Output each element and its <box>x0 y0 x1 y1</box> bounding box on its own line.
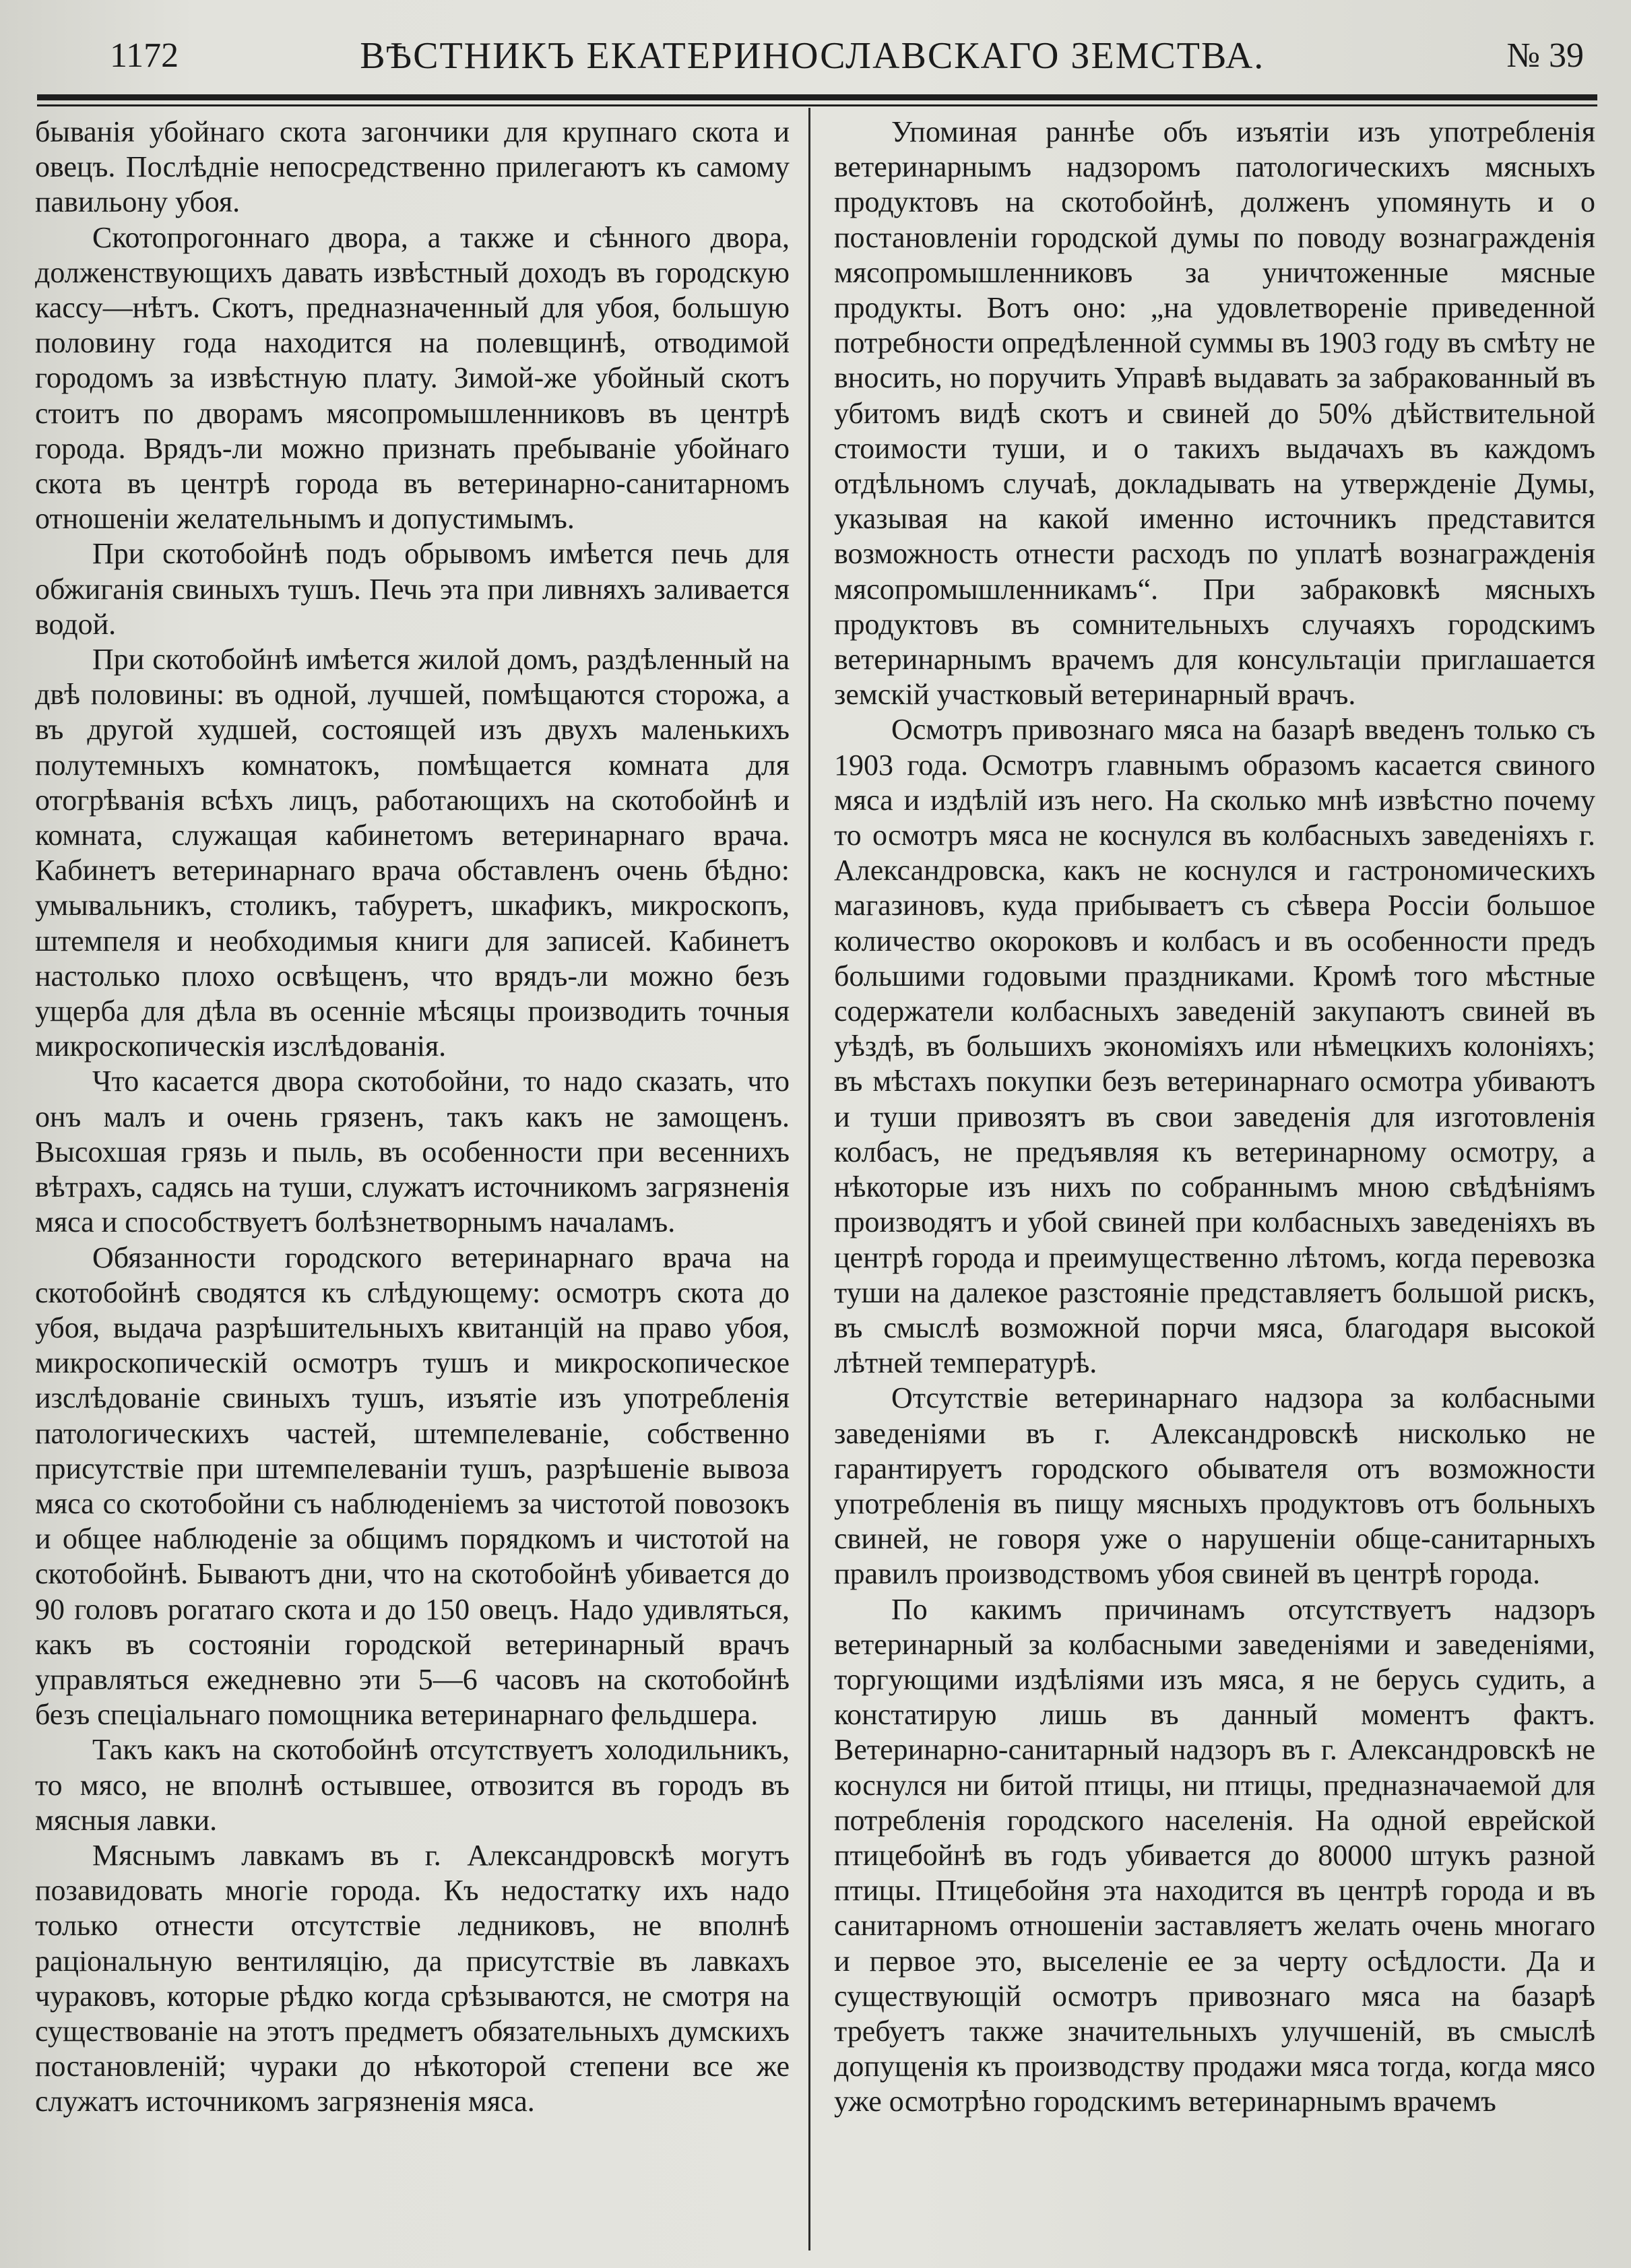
paragraph: Обязанности городского ветеринарнаго врача на скотобойнѣ сводятся къ слѣдующему: осмотръ скота до убоя, выдача разрѣшительныхъ квитанцій на право убоя, микроскопическій осмотръ тушъ и микроскопическое изслѣдованіе свиныхъ тушъ, изъятіе изъ употребленія патологическихъ частей, штемпелеваніе, собственно присутствіе при штемпелеваніи тушъ, разрѣшеніе вывоза мяса со скотобойни съ наблюденіемъ за чистотой повозокъ и общее наблюденіе за общимъ порядкомъ и чистотой на скотобойнѣ. Бываютъ дни, что на скотобойнѣ убивается до 90 головъ рогатаго скота и до 150 овецъ. Надо удивляться, какъ въ состояніи городской ветеринарный врачъ управляться ежедневно эти 5—6 часовъ на скотобойнѣ безъ спеціальнаго помощника ветеринарнаго фельдшера. <box>35 1240 790 1732</box>
paragraph: быванія убойнаго скота загончики для крупнаго скота и овецъ. Послѣдніе непосредственно прилегаютъ къ самому павильону убоя. <box>35 115 790 219</box>
paragraph: При скотобойнѣ имѣется жилой домъ, раздѣленный на двѣ половины: въ одной, лучшей, помѣщаются сторожа, а въ другой худшей, состоящей изъ двухъ маленькихъ полутемныхъ комнатокъ, помѣщается комната для отогрѣванія всѣхъ лицъ, работающихъ на скотобойнѣ и комната, служащая кабинетомъ ветеринарнаго врача. Кабинетъ ветеринарнаго врача обставленъ очень бѣдно: умывальникъ, столикъ, табуретъ, шкафикъ, микроскопъ, штемпеля и необходимыя книги для записей. Кабинетъ настолько плохо освѣщенъ, что врядъ-ли можно безъ ущерба для дѣла въ осенніе мѣсяцы производить точныя микроскопическія изслѣдованія. <box>35 643 790 1063</box>
paragraph: Такъ какъ на скотобойнѣ отсутствуетъ холодильникъ, то мясо, не вполнѣ остывшее, отвозится въ городъ въ мясныя лавки. <box>35 1733 790 1837</box>
paragraph: При скотобойнѣ подъ обрывомъ имѣется печь для обжиганія свиныхъ тушъ. Печь эта при ливняхъ заливается водой. <box>35 537 790 641</box>
paragraph: Осмотръ привознаго мяса на базарѣ введенъ только съ 1903 года. Осмотръ главнымъ образомъ касается свиного мяса и издѣлій изъ него. На сколько мнѣ извѣстно почему то осмотръ мяса не коснулся въ колбасныхъ заведеніяхъ г. Александровска, какъ не коснулся и гастрономическихъ магазиновъ, куда прибываетъ съ сѣвера Россіи большое количество окороковъ и колбасъ и въ особенности предъ большими годовыми праздниками. Кромѣ того мѣстные содержатели колбасныхъ заведеній закупаютъ свиней въ уѣздѣ, въ большихъ экономіяхъ или нѣмецкихъ колоніяхъ; въ мѣстахъ покупки безъ ветеринарнаго осмотра убиваютъ и туши привозятъ въ свои заведенія для изготовленія колбасъ, не предъявляя къ ветеринарному осмотру, а нѣкоторые изъ нихъ по собраннымъ мною свѣдѣніямъ производятъ и убой свиней при колбасныхъ заведеніяхъ въ центрѣ города и преимущественно лѣтомъ, когда перевозка туши на далекое разстояніе представляетъ большой рискъ, въ смыслѣ возможной порчи мяса, благодаря высокой лѣтней температурѣ. <box>834 713 1595 1380</box>
issue-number: № 39 <box>1506 36 1584 75</box>
paragraph: Упоминая раннѣе объ изъятіи изъ употребленія ветеринарнымъ надзоромъ патологическихъ мясныхъ продуктовъ на скотобойнѣ, долженъ упомянуть и о постановленіи городской думы по поводу вознагражденія мясопромышленниковъ за уничтоженные мясные продукты. Вотъ оно: „на удовлетвореніе приведенной потребности опредѣленной суммы въ 1903 году въ смѣту не вносить, но поручить Управѣ выдавать за забракованный въ убитомъ видѣ скотъ и свиней до 50% дѣйствительной стоимости туши, и о такихъ выдачахъ въ каждомъ отдѣльномъ случаѣ, докладывать на утвержденіе Думы, указывая на какой именно источникъ представится возможность отнести расходъ по уплатѣ вознагражденія мясопромышленникамъ“. При забраковкѣ мясныхъ продуктовъ въ сомнительныхъ случаяхъ городскимъ ветеринарнымъ врачемъ для консультаціи приглашается земскій участковый ветеринарный врачъ. <box>834 115 1595 712</box>
right-column <box>834 115 1595 2120</box>
header-rule-thin <box>37 104 1597 106</box>
paragraph: Что касается двора скотобойни, то надо сказать, что онъ малъ и очень грязенъ, такъ какъ не замощенъ. Высохшая грязь и пыль, въ особенности при весеннихъ вѣтрахъ, садясь на туши, служатъ источникомъ загрязненія мяса и способствуетъ болѣзнетворнымъ началамъ. <box>35 1065 790 1239</box>
paragraph: По какимъ причинамъ отсутствуетъ надзоръ ветеринарный за колбасными заведеніями и заведеніями, торгующими издѣліями изъ мяса, я не берусь судить, а констатирую лишь въ данный моментъ фактъ. Ветеринарно-санитарный надзоръ въ г. Александровскѣ не коснулся ни битой птицы, ни птицы, предназначаемой для потребленія городского населенія. На одной еврейской птицебойнѣ въ годъ убивается до 80000 штукъ разной птицы. Птицебойня эта находится въ центрѣ города и въ санитарномъ отношеніи заставляетъ желать очень многаго и первое это, выселеніе ее за черту осѣдлости. Да и существующій осмотръ привознаго мяса на базарѣ требуетъ также значительныхъ улучшеній, въ смыслѣ допущенія къ производству продажи мяса тогда, когда мясо уже осмотрѣно городскимъ ветеринарнымъ врачемъ <box>834 1592 1595 2118</box>
left-column <box>35 115 790 2120</box>
column-divider <box>808 108 810 2250</box>
header-rule <box>37 94 1597 100</box>
paragraph: Скотопрогоннаго двора, а также и сѣнного двора, долженствующихъ давать извѣстный доходъ въ городскую кассу—нѣтъ. Скотъ, предназначенный для убоя, большую половину года находится на полевщинѣ, отводимой городомъ за извѣстную плату. Зимой-же убойный скотъ стоитъ по дворамъ мясопромышленниковъ въ центрѣ города. Врядъ-ли можно признать пребываніе убойнаго скота въ центрѣ города въ ветеринарно-санитарномъ отношеніи желательнымъ и допустимымъ. <box>35 220 790 536</box>
page-number: 1172 <box>110 36 179 75</box>
paragraph: Отсутствіе ветеринарнаго надзора за колбасными заведеніями въ г. Александровскѣ нисколько не гарантируетъ городского обывателя отъ возможности употребленія въ пищу мясныхъ продуктовъ отъ больныхъ свиней, не говоря уже о нарушеніи обще-санитарныхъ правилъ производствомъ убоя свиней въ центрѣ города. <box>834 1381 1595 1591</box>
paragraph: Мяснымъ лавкамъ въ г. Александровскѣ могутъ позавидовать многіе города. Къ недостатку ихъ надо только отнести отсутствіе ледниковъ, не вполнѣ раціональную вентиляцію, да присутствіе въ лавкахъ чураковъ, которые рѣдко когда срѣзываются, не смотря на существованіе на этотъ предметъ обязательныхъ думскихъ постановленій; чураки до нѣкоторой степени все же служатъ источникомъ загрязненія мяса. <box>35 1838 790 2118</box>
page-header <box>37 20 1591 91</box>
journal-title: ВѢСТНИКЪ ЕКАТЕРИНОСЛАВСКАГО ЗЕМСТВА. <box>360 34 1265 77</box>
